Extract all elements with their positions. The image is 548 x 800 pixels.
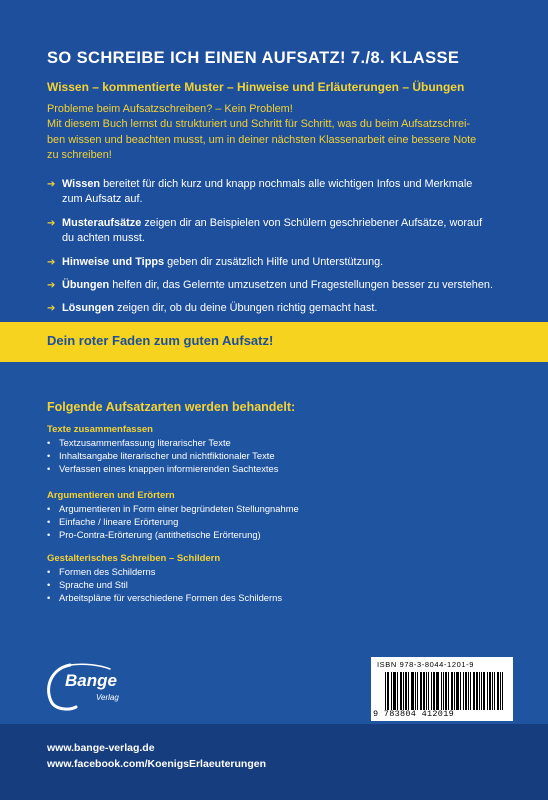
list-item: • Arbeitspläne für verschiedene Formen des Schilderns <box>47 591 447 604</box>
intro-line: Probleme beim Aufsatzschreiben? – Kein Problem! <box>47 103 293 115</box>
tagline: Dein roter Faden zum guten Aufsatz! <box>47 333 274 348</box>
list-item: • Einfache / lineare Erörterung <box>47 515 447 528</box>
type-group <box>47 423 447 475</box>
types-heading: Folgende Aufsatzarten werden behandelt: <box>47 400 296 414</box>
intro-text <box>47 102 517 164</box>
list-item: • Argumentieren in Form einer begründeten Stellungnahme <box>47 502 447 515</box>
facebook-link[interactable]: www.facebook.com/KoenigsErlaeuterungen <box>47 758 266 770</box>
group-title: Argumentieren und Erörtern <box>47 490 175 501</box>
tagline-band <box>0 322 548 362</box>
lower-section <box>0 362 548 724</box>
arrow-icon: ➔ <box>47 179 56 190</box>
list-item: • Verfassen eines knappen informierenden Sachtextes <box>47 462 447 475</box>
feature-item: ➔ Wissen bereitet für dich kurz und knapp nochmals alle wichtigen Infos und Merkmale zum Aufsatz auf. <box>47 178 473 206</box>
book-title: SO SCHREIBE ICH EINEN AUFSATZ! 7./8. KLASSE <box>47 49 460 67</box>
barcode-icon <box>385 672 503 710</box>
logo-sub: Verlag <box>96 693 119 702</box>
isbn-label: ISBN 978-3-8044-1201-9 <box>377 660 475 669</box>
intro-line: zu schreiben! <box>47 149 112 162</box>
arrow-icon: ➔ <box>47 217 56 229</box>
arrow-icon: ➔ <box>47 280 56 292</box>
list-item: • Pro-Contra-Erörterung (antithetische Erörterung) <box>47 528 447 541</box>
barcode-box <box>371 657 513 721</box>
intro-line: ben wissen und beachten musst, um in deiner nächsten Klassenarbeit eine bessere Note <box>47 133 477 146</box>
upper-section <box>0 0 548 330</box>
arrow-icon: ➔ <box>47 256 56 268</box>
intro-line: Mit diesem Buch lernst du strukturiert und Schritt für Schritt, was du beim Aufsatzschrei- <box>47 118 471 131</box>
list-item: • Inhaltsangabe literarischer und nichtfiktionaler Texte <box>47 449 447 462</box>
list-item: • Formen des Schilderns <box>47 565 447 578</box>
footer <box>0 724 548 800</box>
logo-name: Bange <box>65 671 117 690</box>
feature-item: ➔ Lösungen zeigen dir, ob du deine Übungen richtig gemacht hast. <box>47 301 517 316</box>
list-item: • Textzusammenfassung literarischer Texte <box>47 436 447 449</box>
type-group <box>47 489 447 541</box>
feature-list <box>47 177 517 325</box>
book-subtitle: Wissen – kommentierte Muster – Hinweise und Erläuterungen – Übungen <box>47 80 465 94</box>
arrow-icon: ➔ <box>47 303 56 315</box>
list-item: • Sprache und Stil <box>47 578 447 591</box>
barcode-number: 9 783804 412019 <box>373 709 455 719</box>
website-link[interactable]: www.bange-verlag.de <box>47 742 155 754</box>
group-title: Gestalterisches Schreiben – Schildern <box>47 553 221 564</box>
group-title: Texte zusammenfassen <box>47 424 153 435</box>
type-group <box>47 552 447 604</box>
feature-item: ➔ Musteraufsätze zeigen dir an Beispielen von Schülern geschriebener Aufsätze, worauf du achten musst. <box>47 216 483 245</box>
feature-item: ➔ Übungen helfen dir, das Gelernte umzusetzen und Fragestellungen besser zu verstehen. <box>47 278 517 293</box>
publisher-logo <box>40 659 150 717</box>
feature-item: ➔ Hinweise und Tipps geben dir zusätzlich Hilfe und Unterstützung. <box>47 255 517 270</box>
